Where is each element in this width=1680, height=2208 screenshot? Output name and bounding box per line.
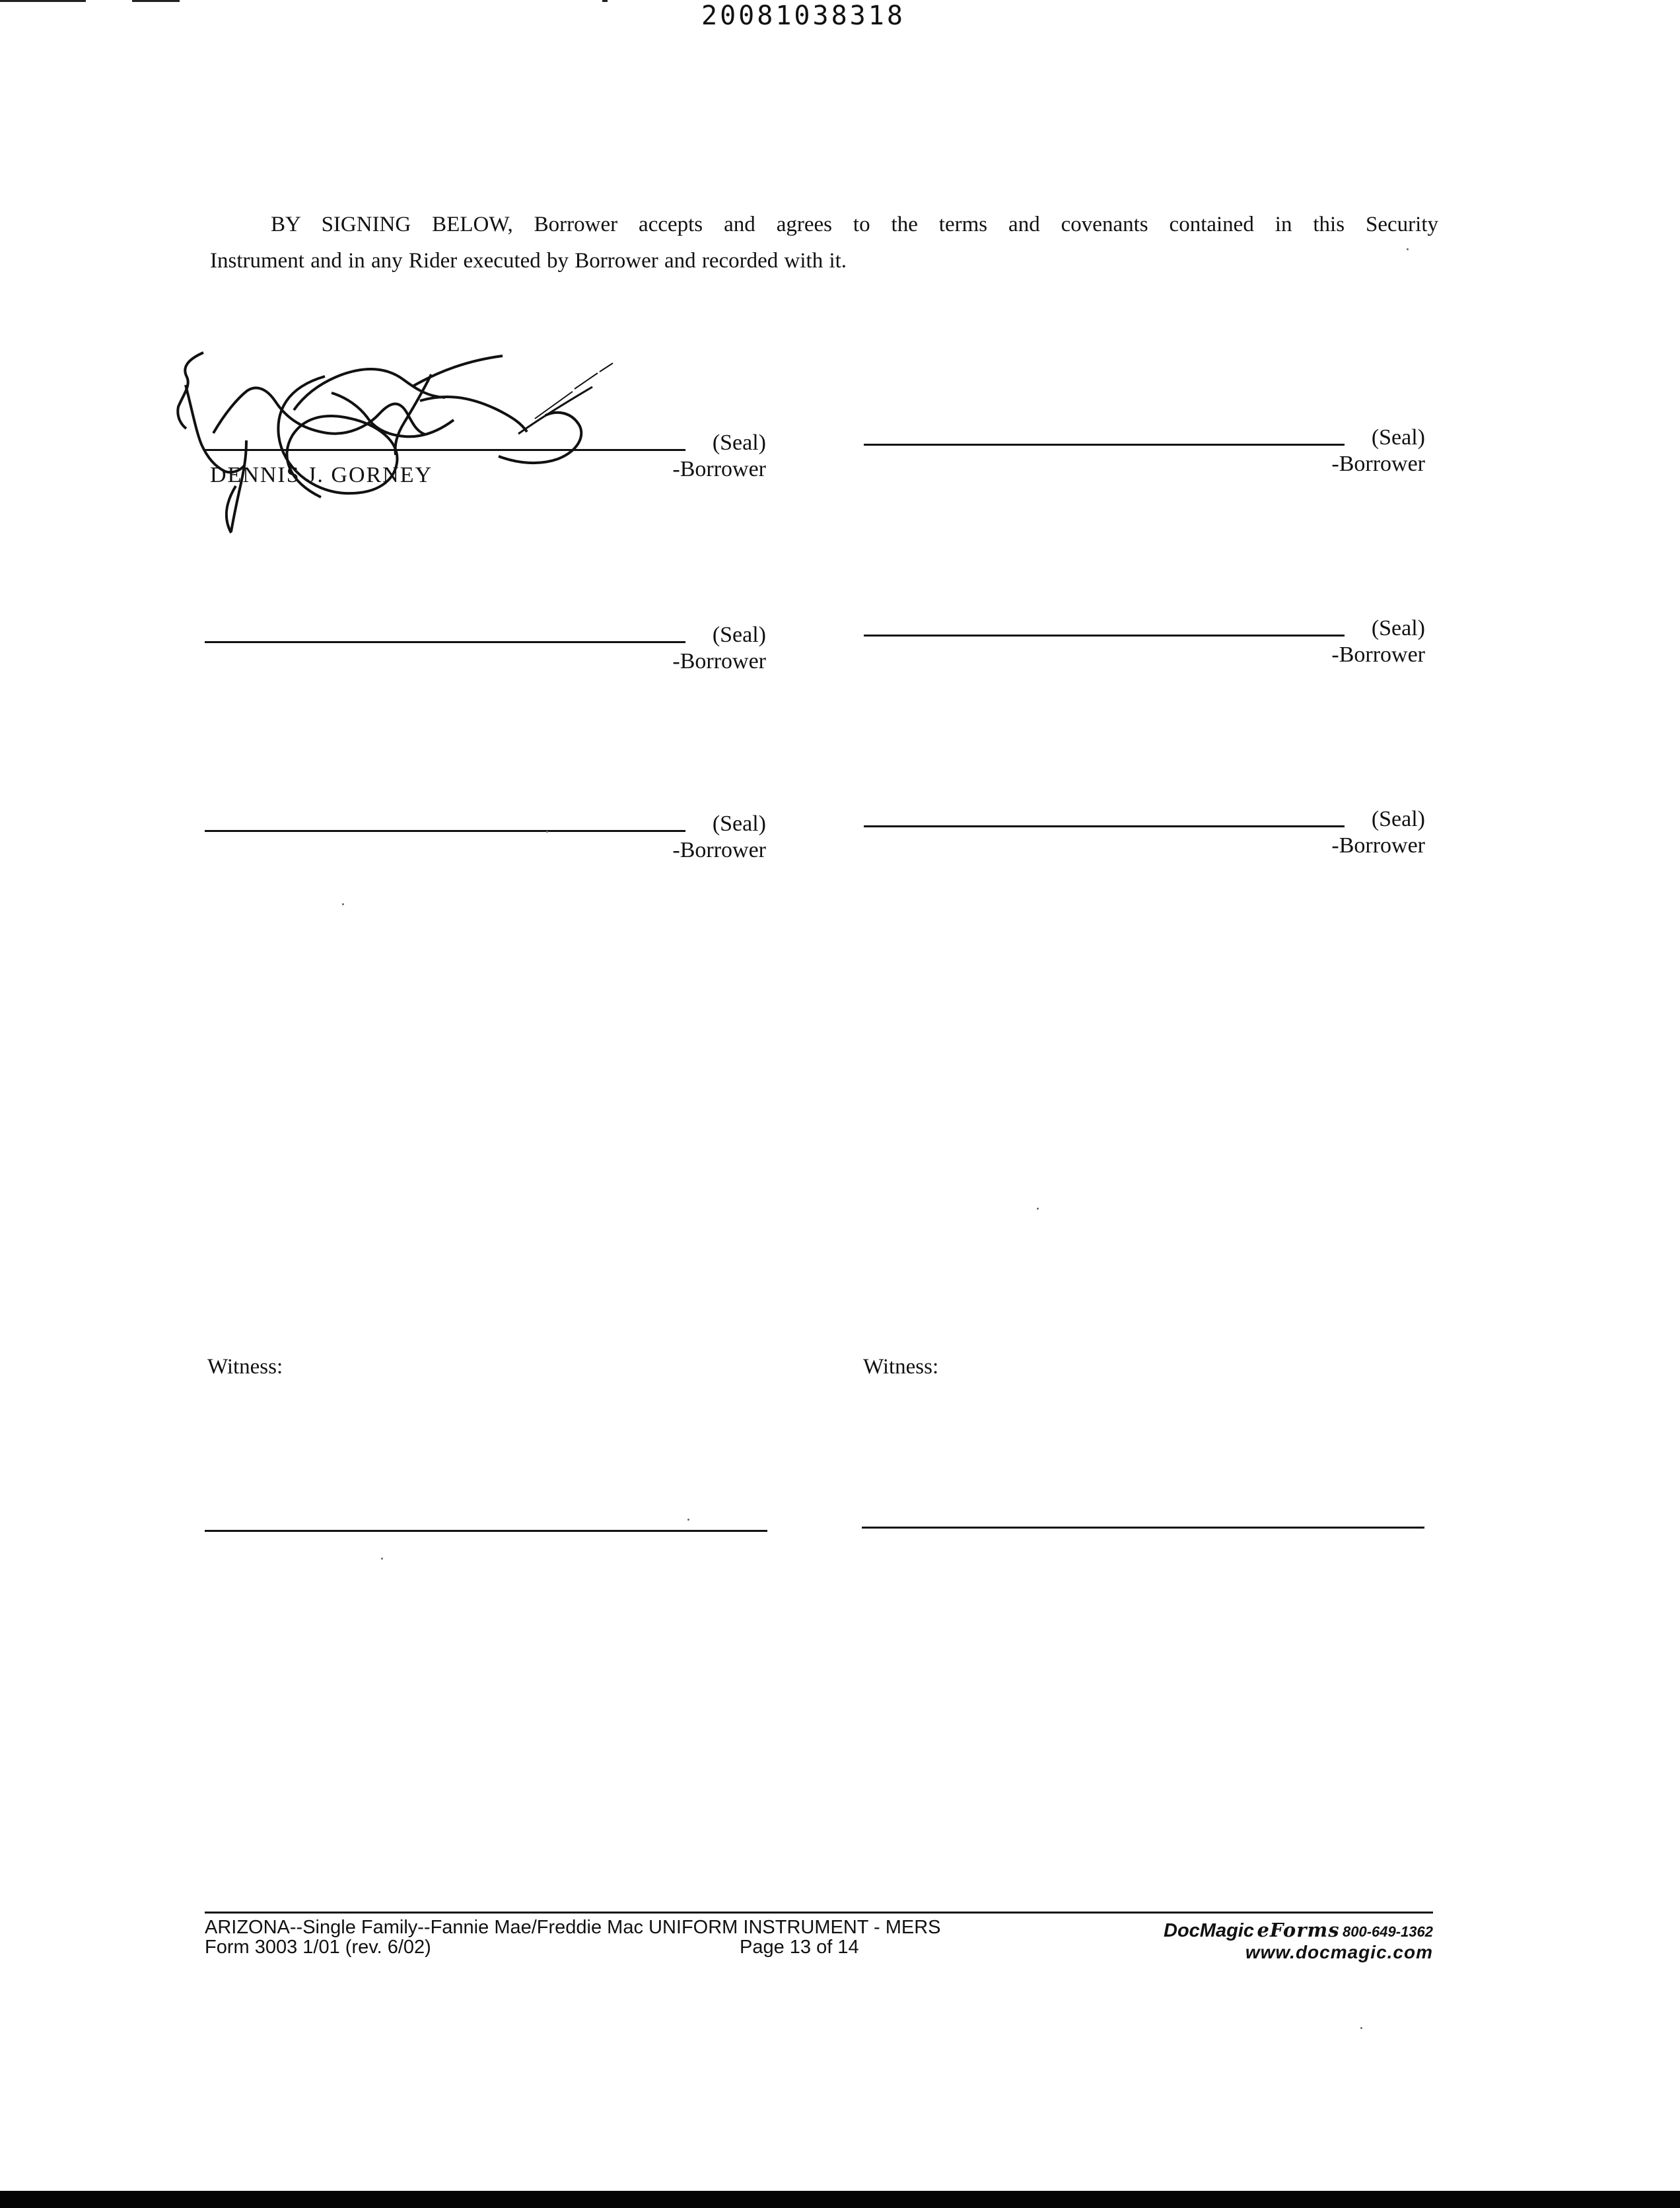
borrower-printed-name: DENNIS J. GORNEY: [210, 463, 433, 487]
footer-form-title: ARIZONA--Single Family--Fannie Mae/Freddie Mac UNIFORM INSTRUMENT - MERS: [205, 1917, 941, 1938]
scan-speck: [1360, 2027, 1362, 2029]
seal-label: (Seal): [712, 431, 766, 455]
borrower-signature-block-right-1: [864, 417, 1425, 476]
brand-website: www.docmagic.com: [1245, 1942, 1433, 1962]
borrower-signature-block-right-3: [864, 799, 1425, 858]
signature-line: [205, 449, 685, 451]
footer-page-number: Page 13 of 14: [740, 1937, 859, 1958]
scan-bottom-edge: [0, 2191, 1680, 2208]
scan-speck: [1037, 1208, 1039, 1210]
scan-speck: [1407, 248, 1409, 250]
borrower-role-label: -Borrower: [672, 457, 766, 481]
witness-label-left: Witness:: [207, 1355, 283, 1379]
footer-docmagic-brand: [1164, 1919, 1433, 1963]
brand-eforms: eForms: [1257, 1919, 1340, 1941]
scan-speck: [381, 1558, 383, 1560]
form-footer: [205, 1912, 1433, 1960]
signature-line: [864, 635, 1345, 637]
seal-label: (Seal): [1371, 616, 1425, 640]
borrower-signature-block-right-2: [864, 608, 1425, 667]
recording-number: 20081038318: [701, 1, 905, 31]
borrower-role-label: -Borrower: [1331, 833, 1425, 858]
seal-label: (Seal): [1371, 425, 1425, 450]
borrower-signature-block-left-3: [205, 804, 766, 862]
seal-label: (Seal): [712, 623, 766, 647]
signature-line: [205, 830, 685, 832]
brand-name: DocMagic: [1164, 1920, 1254, 1941]
witness-signature-line-right: [862, 1527, 1424, 1529]
seal-label: (Seal): [712, 811, 766, 836]
borrower-role-label: -Borrower: [1331, 452, 1425, 476]
acceptance-line-2: Instrument and in any Rider executed by Borrower and recorded with it.: [210, 249, 847, 273]
borrower-signature-block-left-2: [205, 615, 766, 673]
signature-line: [864, 825, 1345, 827]
borrower-role-label: -Borrower: [672, 838, 766, 862]
acceptance-paragraph: [210, 207, 1438, 279]
witness-signature-line-left: [205, 1530, 767, 1532]
acceptance-line-1: BY SIGNING BELOW, Borrower accepts and agrees to the terms and covenants contained in this Security: [271, 213, 1438, 236]
signature-line: [205, 641, 685, 643]
scan-speck: [546, 831, 548, 833]
brand-phone: 800-649-1362: [1342, 1923, 1433, 1940]
footer-form-number: Form 3003 1/01 (rev. 6/02): [205, 1937, 431, 1958]
signature-line: [864, 444, 1345, 446]
seal-label: (Seal): [1371, 807, 1425, 831]
scan-speck: [687, 1519, 689, 1521]
witness-label-right: Witness:: [863, 1355, 939, 1379]
borrower-role-label: -Borrower: [1331, 642, 1425, 667]
scan-speck: [342, 903, 344, 905]
borrower-role-label: -Borrower: [672, 649, 766, 673]
